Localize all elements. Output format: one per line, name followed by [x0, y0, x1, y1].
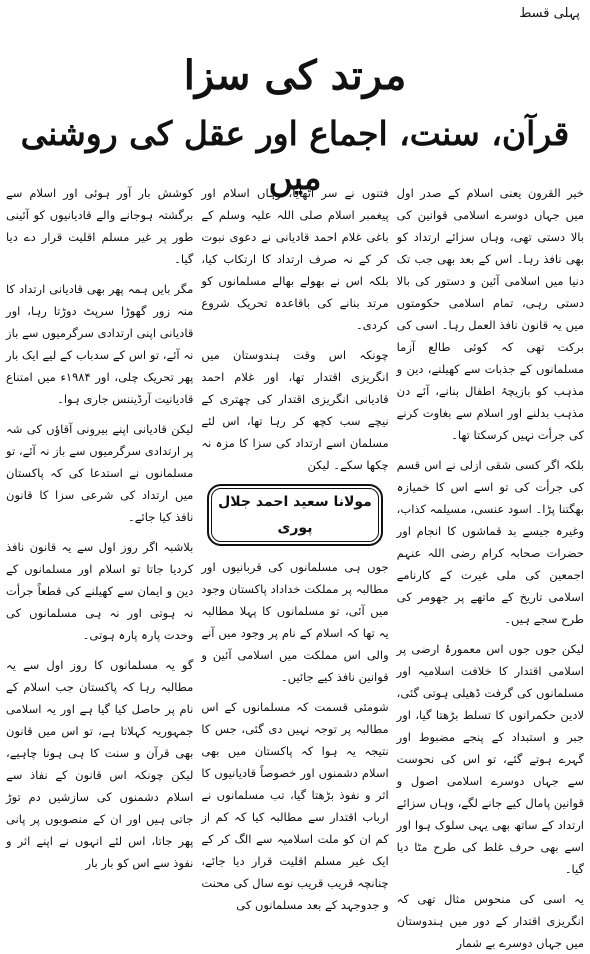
paragraph: چونکہ اس وقت ہندوستان میں انگریزی اقتدار تھا، اور غلام احمد قادیانی انگریزی اقتدار کی چھتری کے نیچے سب کچھ کر رہا تھا، اس لئے مسلمان اسے ارتداد کی سزا کا مزہ نہ چکھا سکے۔ لیکن [201, 348, 389, 472]
author-name: مولانا سعید احمد جلال پوری [211, 488, 378, 542]
article-title: مرتد کی سزا [183, 52, 407, 99]
paragraph: بلکہ اگر کسی شقی ازلی نے اس قسم کی جرأت کی تو اسے اس کا خمیازہ بھگتنا پڑا۔ اسود عنسی، مسیلمہ کذاب، وغیرہ جیسے بد قماشوں کا انجام اور حضرات صحابہ کرام رضی اللہ عنہم اجمعین کی ملی غیرت کے کارنامے اسلامی تاریخ کے ماتھے پر جھومر کی طرح سجے ہیں۔ [396, 458, 584, 626]
paragraph: یہ اسی کی منحوس مثال تھی کہ انگریزی اقتدار کے دور میں ہندوستان میں جہاں دوسرے بے شمار [396, 892, 584, 950]
paragraph: گو یہ مسلمانوں کا روز اول سے یہ مطالبہ رہا کہ پاکستان جب اسلام کے نام پر حاصل کیا گیا ہے اور یہ اسلامی جمہوریہ کہلاتا ہے، تو اس میں قانون بھی قرآن و سنت کا ہی ہونا چاہیے، لیکن چونکہ اس قانون کے نفاذ سے اسلام دشمنوں کی سازشیں دم توڑ جاتی ہیں اور ان کے منصوبوں پر پانی پھر جاتا، اس لئے انہوں نے اپنے اثر و نفوذ سے اس کو بار بار [6, 658, 194, 870]
paragraph: کوشش بار آور ہوئی اور اسلام سے برگشتہ ہوجانے والے قادیانیوں کو آئینی طور پر غیر مسلم اقلیت قرار دے دیا گیا۔ [6, 186, 194, 266]
paragraph: فتنوں نے سر اٹھایا، وہاں اسلام اور پیغمبر اسلام صلی اللہ علیہ وسلم کے باغی غلام احمد قادیانی نے دعوی نبوت کر کے نہ صرف ارتداد کا ارتکاب کیا، بلکہ اس نے بھولے بھالے مسلمانوں کو مرتد بنانے کی باقاعدہ تحریک شروع کردی۔ [201, 186, 389, 332]
paragraph: لیکن قادیانی اپنے بیرونی آقاؤں کی شہ پر ارتدادی سرگرمیوں سے باز نہ آئے، تو مسلمانوں نے استدعا کی کہ پاکستان میں ارتداد کی شرعی سزا کا قانون نافذ کیا جائے۔ [6, 422, 194, 524]
paragraph: بلاشبہ اگر روز اول سے یہ قانون نافذ کردیا جاتا تو اسلام اور مسلمانوں کے دین و ایمان سے کھیلنے کی قطعاً جرأت نہ ہوتی اور نہ ہی مسلمانوں کی وحدت پارہ پارہ ہوتی۔ [6, 540, 194, 642]
series-label: پہلی قسط [519, 6, 580, 21]
article-columns [6, 182, 584, 950]
paragraph: جوں ہی مسلمانوں کی قربانیوں اور مطالبہ پر مملکت خداداد پاکستان وجود میں آئی، تو مسلمانوں کا پہلا مطالبہ یہ تھا کہ اسلام کے نام پر وجود میں آنے والی اس مملکت میں اسلامی آئین و قوانین نافذ کیے جائیں۔ [201, 560, 389, 684]
paragraph: مگر بایں ہمہ پھر بھی قادیانی ارتداد کا منہ زور گھوڑا سرپٹ دوڑتا رہا، اور قادیانی اپنی ارتدادی سرگرمیوں سے باز نہ آئے، تو اس کے سدباب کے لیے ایک بار پھر تحریک چلی، اور ۱۹۸۴ء میں امتناع قادیانیت آرڈیننس جاری ہوا۔ [6, 282, 194, 406]
column-left [6, 182, 194, 870]
article-subtitle: قرآن، سنت، اجماع اور عقل کی روشنی میں [20, 114, 570, 197]
paragraph: خیر القرون یعنی اسلام کے صدر اول میں جہاں دوسرے اسلامی قوانین کی بالا دستی تھی، وہاں سزائے ارتداد کو بھی نافذ رہا۔ اس کے بعد بھی جب تک دنیا میں اسلامی آئین و دستور کی بالا دستی رہی، تمام اسلامی حکومتوں میں یہ قانون نافذ العمل رہا۔ اسی کی برکت تھی کہ کوئی طالع آزما مسلمانوں کے جذبات سے کھیلنے، دین و مذہب کو بازیچۂ اطفال بنانے، آئے دن مذہب بدلنے اور اسلام سے بغاوت کرنے کی جرأت نہیں کرسکتا تھا۔ [396, 186, 584, 442]
column-middle [201, 182, 389, 912]
paragraph: شومئی قسمت کہ مسلمانوں کے اس مطالبہ پر توجہ نہیں دی گئی، جس کا نتیجہ یہ ہوا کہ پاکستان میں بھی اسلام دشمنوں اور خصوصاً قادیانیوں کا اثر و نفوذ بڑھتا گیا، تب مسلمانوں نے ارباب اقتدار سے مطالبہ کیا کہ کم از کم ان کو ملت اسلامیہ سے الگ کر کے ایک غیر مسلم اقلیت قرار دیا جائے، چنانچہ قریب قریب نوے سال کی محنت و جدوجہد کے بعد مسلمانوں کی [201, 700, 389, 912]
paragraph: لیکن جوں جوں اس معمورۂ ارضی پر اسلامی اقتدار کا خلافت اسلامیہ اور مسلمانوں کی گرفت ڈھیلی ہوتی گئی، لادین حکمرانوں کا تسلط بڑھتا گیا، اور جبر و استبداد کے پنجے مضبوط اور گہرے ہوتے گئے، تو اس کی نحوست سے جہاں دوسرے اسلامی اصول و قوانین پامال کیے جانے لگے، وہاں سزائے ارتداد کے ساتھ بھی یہی سلوک ہوا اور اسے بھی حرف غلط کی طرح مٹا دیا گیا۔ [396, 642, 584, 876]
author-byline-box [207, 484, 382, 546]
column-right [396, 182, 584, 950]
